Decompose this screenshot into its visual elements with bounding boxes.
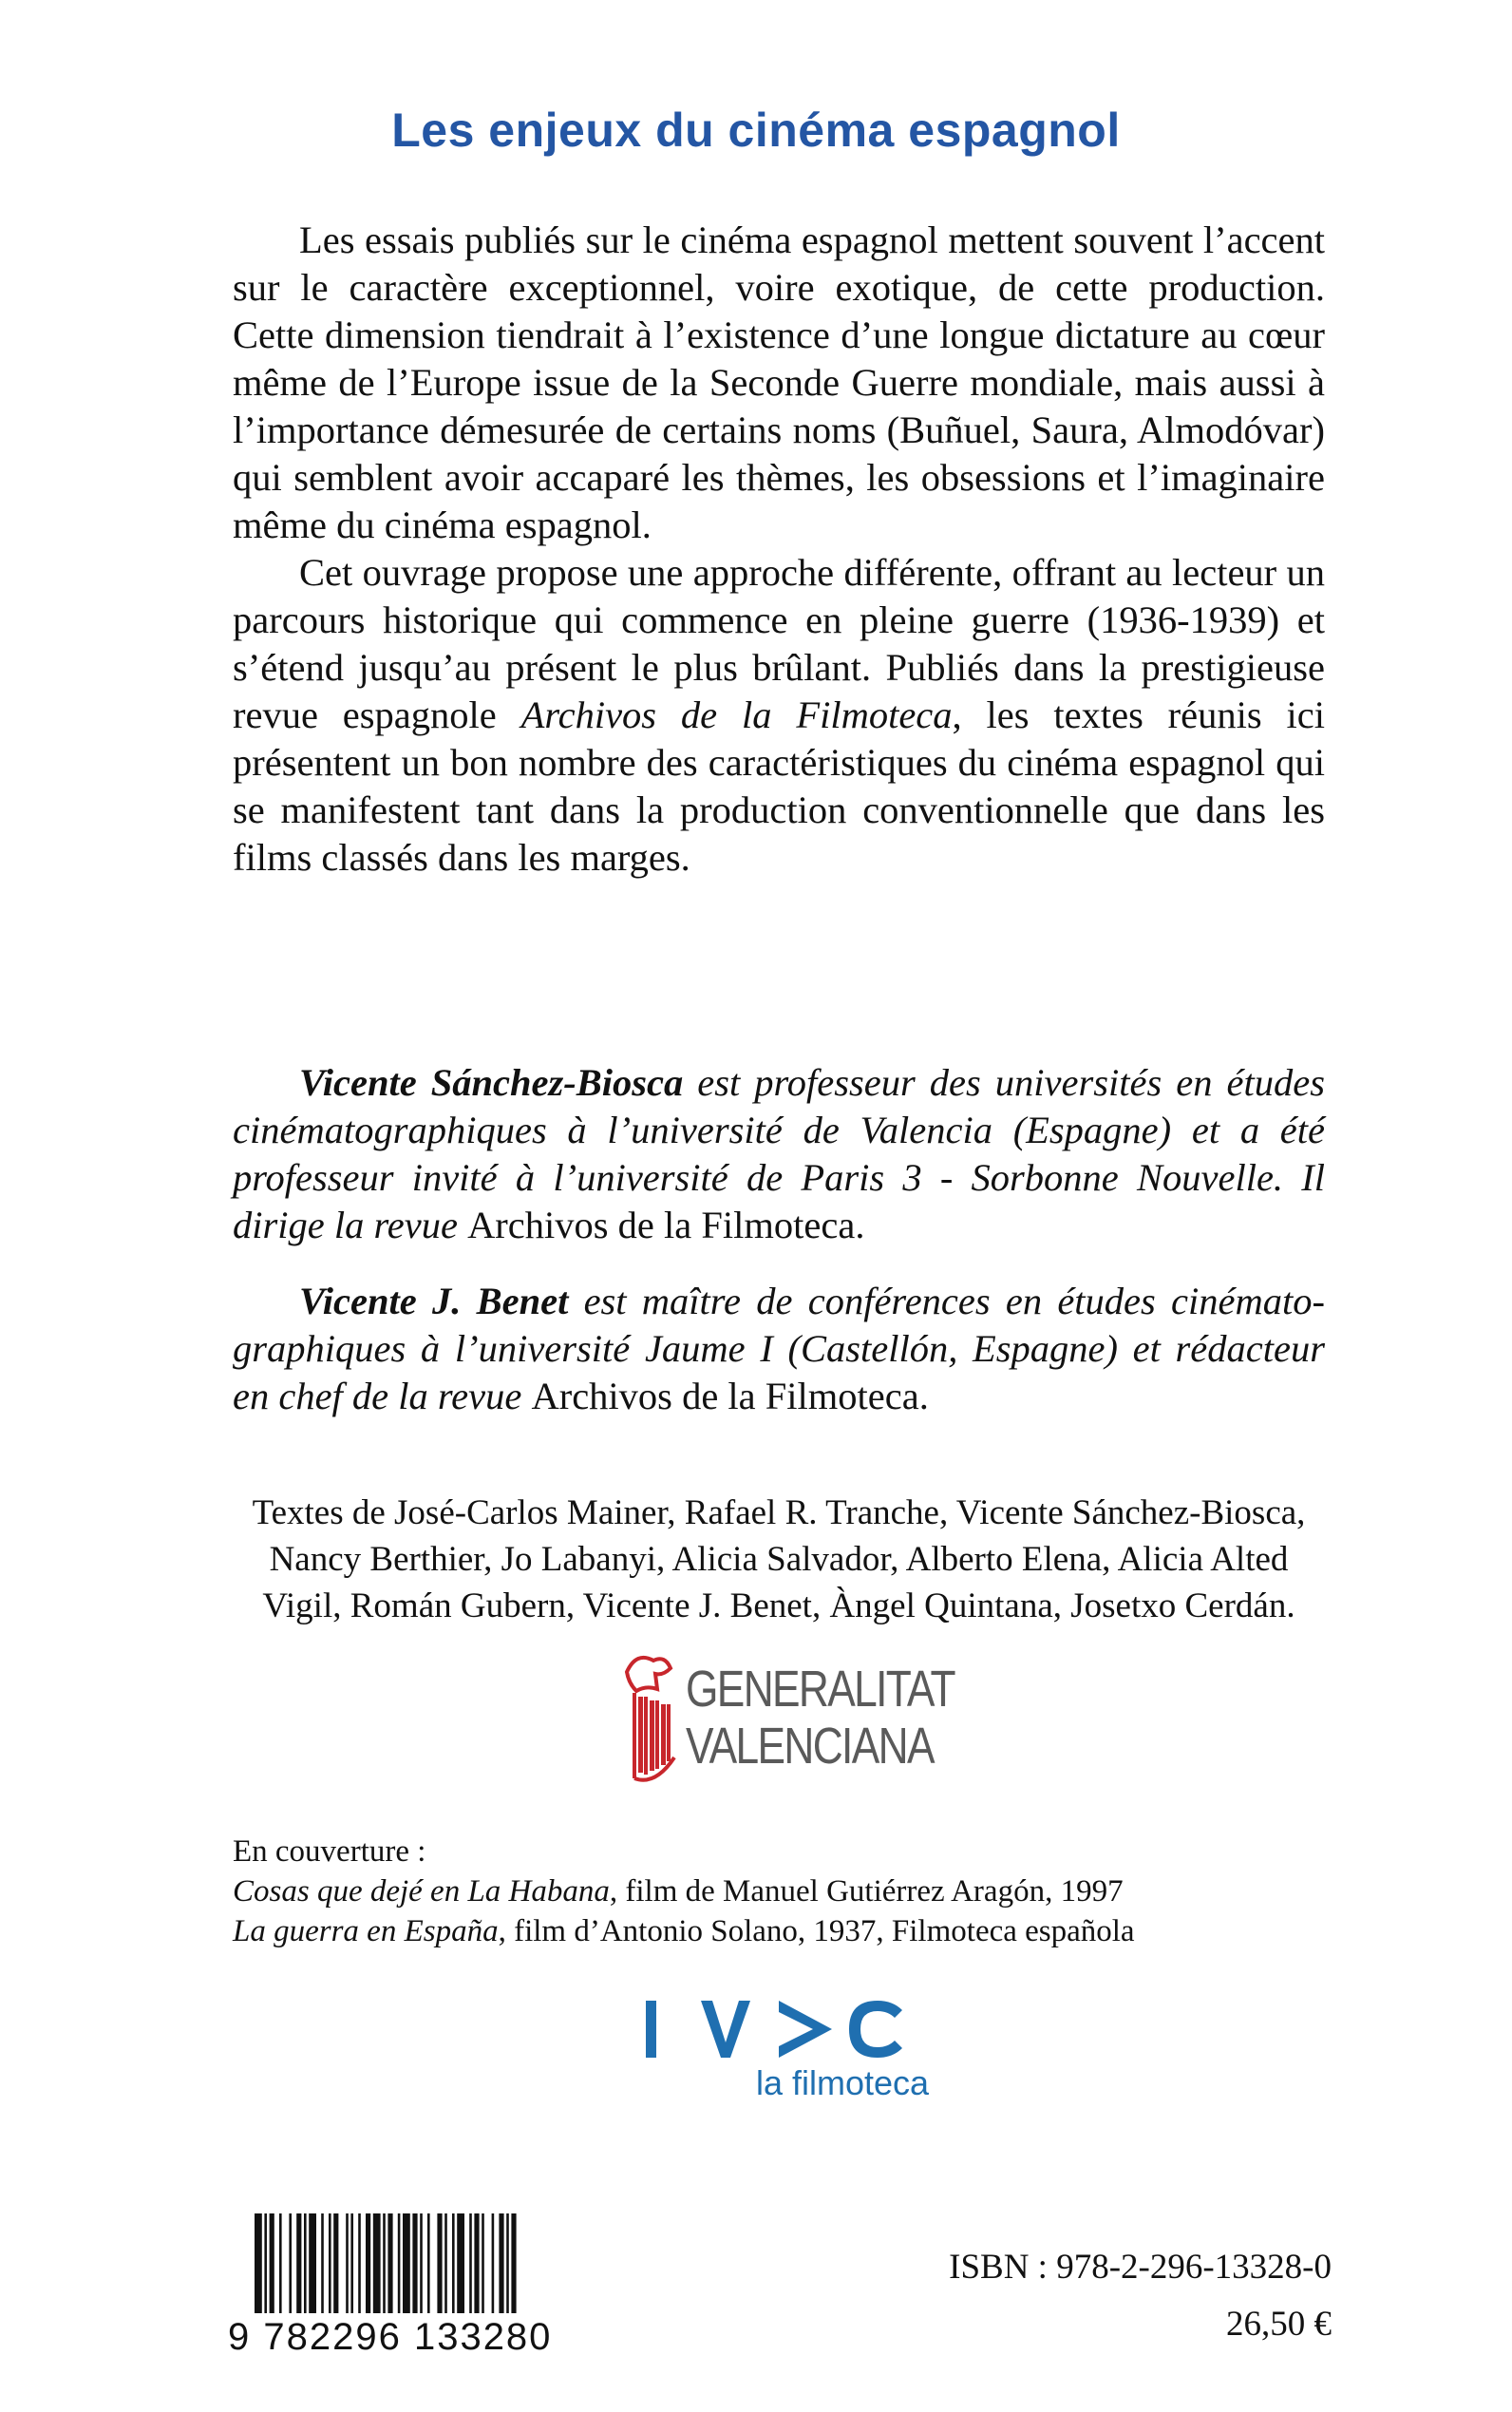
barcode-bar [373, 2213, 381, 2313]
contributors-list: Textes de José-Carlos Mainer, Rafael R. Tranche, Vicente Sánchez-Biosca, Nancy Berthier, Jo Labanyi, Alicia Salvador, Alberto Elena, Alicia Alted Vigil, Román Gubern, Vicente J. Benet, Àngel Quintana, Josetxo Cerdán. [252, 1493, 1306, 1625]
price: 26,50 € [1226, 2305, 1332, 2344]
barcode-bar [279, 2213, 282, 2313]
barcode-bar [387, 2213, 392, 2313]
barcode-bar [412, 2213, 417, 2313]
barcode-bar [474, 2213, 479, 2313]
barcode-bar [309, 2213, 316, 2313]
barcode-bar [398, 2213, 401, 2313]
barcode-bar [452, 2213, 455, 2313]
barcode-bar [296, 2213, 301, 2313]
synopsis-paragraph-2 [233, 549, 1325, 882]
journal-title: Archivos de la Filmoteca [531, 1375, 919, 1417]
author-bio-1: Vicente Sánchez-Biosca est professeur des universités en études cinématographiques à l’université de Valencia (Espagne) et a été professeur invité à l’université de Paris 3 - Sorbonne Nouvelle. Il dirige la revue Archivos de la Filmoteca. [233, 1061, 1325, 1246]
book-title: Les enjeux du cinéma espagnol [391, 104, 1121, 157]
barcode-bar [321, 2213, 324, 2313]
cover-credit-line: Cosas que dejé en La Habana, film de Manuel Gutiérrez Aragón, 1997 [233, 1874, 1124, 1909]
generalitat-logo-text: GENERALITAT VALENCIANA [686, 1661, 954, 1775]
barcode-bar [469, 2213, 472, 2313]
barcode-bar [506, 2213, 509, 2313]
barcode-bar [403, 2213, 410, 2313]
film-title: Cosas que dejé en La Habana [233, 1874, 610, 1909]
barcode-bar [255, 2213, 262, 2313]
barcode-bar [482, 2213, 484, 2313]
barcode-bar [437, 2213, 442, 2313]
barcode-bar [383, 2213, 386, 2313]
synopsis-p2-text-end: , les textes réunis ici présentent un bon nombre des caractéristiques du cinéma espagnol qui se manifestent tant dans la production conventionnelle que dans les films classés dans les marges. [233, 693, 1325, 879]
barcode-bar [329, 2213, 331, 2313]
barcode-bar [511, 2213, 516, 2313]
barcode-bar [499, 2213, 503, 2313]
barcode-bar [264, 2213, 267, 2313]
film-title: La guerra en España [233, 1914, 499, 1948]
synopsis-paragraph-1: Les essais publiés sur le cinéma espagnol mettent souvent l’accent sur le caractère exceptionnel, voire exotique, de cette production. Cette dimension tiendrait à l’existence d’une longue dictature au cœur même de l’Europe issue de la Seconde Guerre mondiale, mais aussi à l’importance démesurée de certains noms (Buñuel, Saura, Almodóvar) qui semblent avoir accaparé les thèmes, les obsessions et l’imaginaire même du cinéma espagnol. [233, 218, 1325, 546]
barcode-bar [289, 2213, 292, 2313]
journal-title: Archivos de la Filmoteca [467, 1204, 856, 1246]
barcode-bar [346, 2213, 349, 2313]
barcode-bar [457, 2213, 464, 2313]
journal-title: Archivos de la Filmoteca [520, 693, 953, 736]
author-name: Vicente Sánchez-Biosca [299, 1061, 684, 1104]
barcode-digits: 9 782296 133280 [228, 2316, 553, 2358]
synopsis-p2-text: Cet ouvrage propose une approche différente, offrant au lecteur un parcours historique qui commence en pleine guerre (1936-1939) et s’étend jusqu’au présent le plus brûlant. Publiés dans la prestigieuse revue espagnole [233, 551, 1325, 736]
synopsis [233, 217, 1325, 882]
author-bio-text: est maître de conférences en études cinématographiques à l’université Jaume I (Castellón, Espagne) et rédacteur en chef de la revue [233, 1280, 1325, 1417]
author-bio-2: Vicente J. Benet est maître de conférences en études cinématographiques à l’université Jaume I (Castellón, Espagne) et rédacteur en chef de la revue Archivos de la Filmoteca. [233, 1280, 1325, 1417]
barcode-bar [492, 2213, 495, 2313]
barcode-bar [420, 2213, 423, 2313]
barcode-bar [270, 2213, 274, 2313]
author-bio-text: est professeur des universités en études cinématographiques à l’université de Valencia (Espagne) et a été professeur invité à l’université de Paris 3 - Sorbonne Nouvelle. Il dirige la revue [233, 1061, 1325, 1246]
cover-credits-heading: En couverture : [233, 1834, 426, 1869]
ivac-logo-subtitle: la filmoteca [756, 2063, 930, 2102]
barcode-bar [444, 2213, 447, 2313]
author-name: Vicente J. Benet [299, 1280, 569, 1322]
cover-credit-line: La guerra en España, film d’Antonio Solano, 1937, Filmoteca española [233, 1914, 1135, 1948]
barcode-bar [304, 2213, 307, 2313]
barcode-bar [358, 2213, 361, 2313]
barcode-bar [350, 2213, 353, 2313]
barcode-bar [366, 2213, 370, 2313]
barcode-bar [333, 2213, 338, 2313]
cover-credits [233, 1832, 1372, 1951]
isbn: ISBN : 978-2-296-13328-0 [949, 2248, 1332, 2287]
barcode-bar [427, 2213, 430, 2313]
